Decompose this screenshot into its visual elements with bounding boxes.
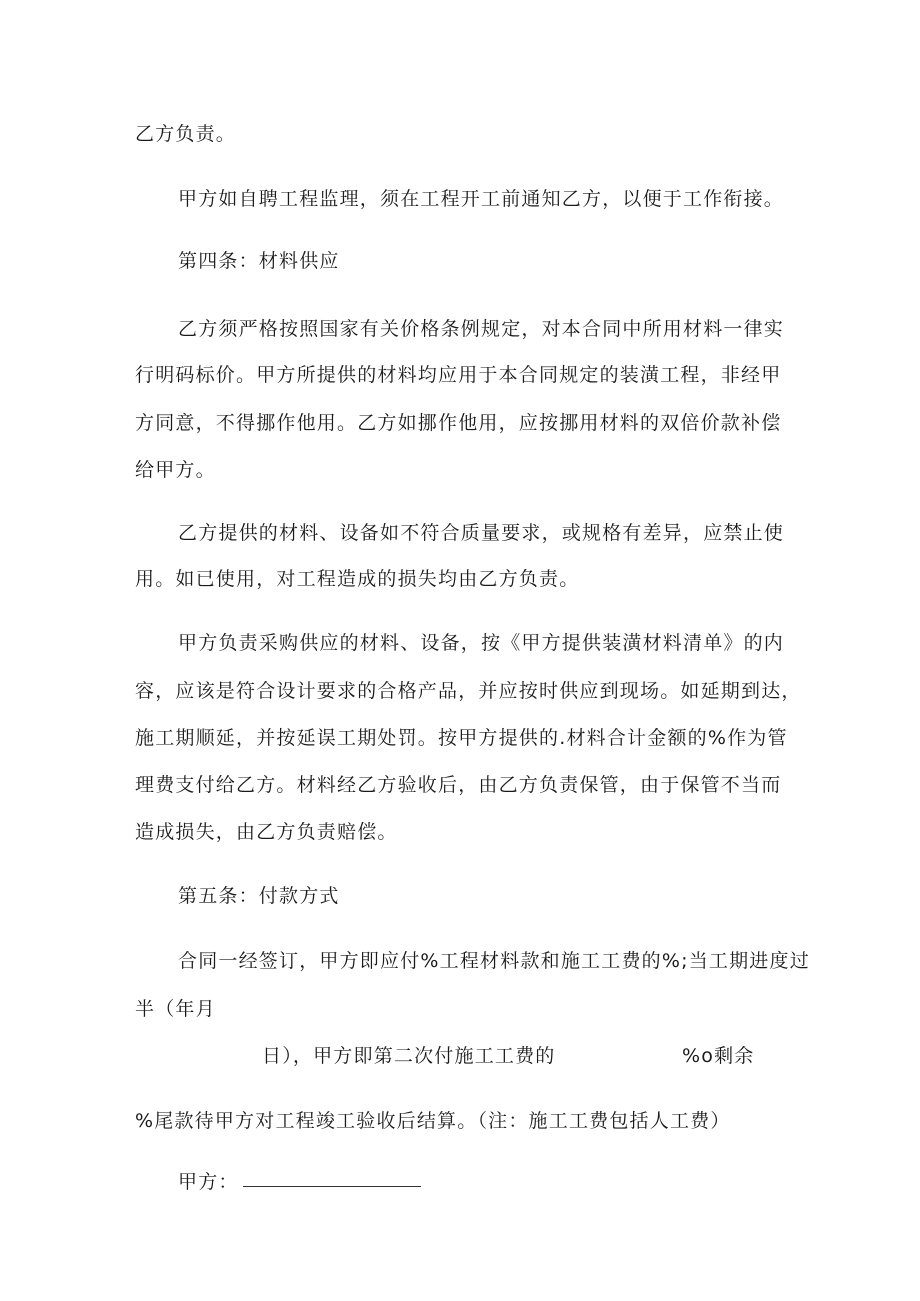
text-line: 用。如已使用，对工程造成的损失均由乙方负责。	[135, 568, 580, 590]
text-line: 合同一经签订，甲方即应付%工程材料款和施工工费的%;当工期进度过	[178, 950, 810, 972]
text-line: 理费支付给乙方。材料经乙方验收后，由乙方负责保管，由于保管不当而	[135, 774, 782, 796]
text-line: 乙方提供的材料、设备如不符合质量要求，或规格有差异，应禁止使	[178, 522, 785, 544]
text-line: 给甲方。	[135, 459, 216, 481]
text-line: 行明码标价。甲方所提供的材料均应用于本合同规定的装潢工程，非经甲	[135, 364, 782, 386]
section-heading: 第五条：付款方式	[178, 885, 340, 907]
text-line: 施工期顺延，并按延误工期处罚。按甲方提供的.材料合计金额的%作为管	[135, 727, 788, 749]
text-line: 方同意，不得挪作他用。乙方如挪作他用，应按挪用材料的双倍价款补偿	[135, 412, 782, 434]
text-line: 甲方负责采购供应的材料、设备，按《甲方提供装潢材料清单》的内	[178, 632, 785, 654]
section-heading: 第四条：材料供应	[178, 250, 340, 272]
text-line: 半（年月	[135, 998, 216, 1020]
signature-line	[243, 1186, 421, 1187]
text-line: 造成损失，由乙方负责赔偿。	[135, 821, 398, 843]
text-line: 乙方负责。	[135, 123, 237, 145]
text-line: 容，应该是符合设计要求的合格产品，并应按时供应到现场。如延期到达，	[135, 680, 802, 702]
text-line: %尾款待甲方对工程竣工验收后结算。（注：施工工费包括人工费）	[135, 1110, 731, 1132]
text-line: 甲方如自聘工程监理，须在工程开工前通知乙方，以便于工作衔接。	[178, 188, 785, 210]
text-line: 乙方须严格按照国家有关价格条例规定，对本合同中所用材料一律实	[178, 318, 785, 340]
text-line: %o剩余	[682, 1045, 755, 1067]
text-line: 日），甲方即第二次付施工工费的	[262, 1045, 556, 1067]
signature-label: 甲方：	[178, 1171, 239, 1193]
